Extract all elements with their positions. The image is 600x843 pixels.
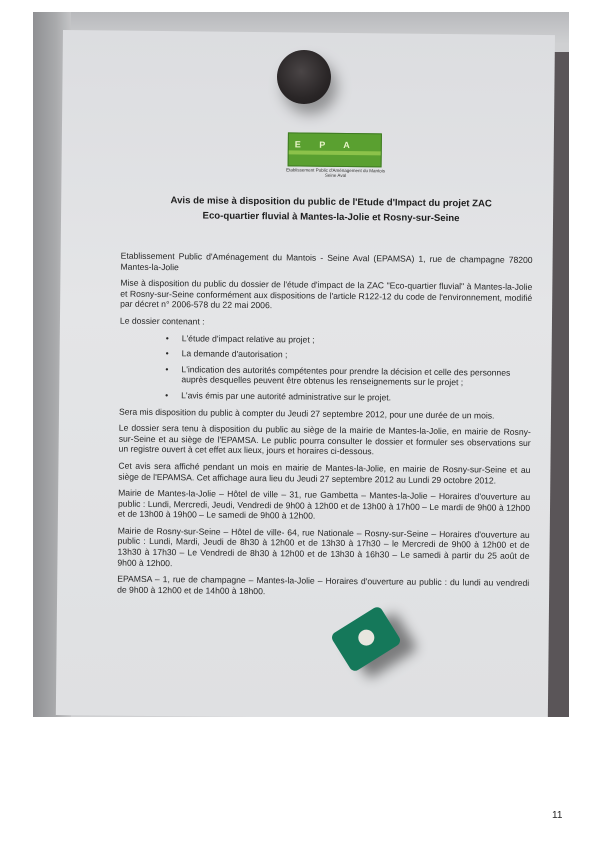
availability-paragraph: Sera mis disposition du public à compter du Jeudi 27 septembre 2012, pour une durée de un mois. [118, 406, 495, 421]
notice-sheet [56, 30, 555, 717]
epamsa-logo [288, 132, 382, 167]
logo-caption: Etablissement Public d'Aménagement du Mantois Seine Aval [286, 167, 386, 178]
logo-letters: E P A [294, 139, 358, 151]
rosny-hours-paragraph: Mairie de Rosny-sur-Seine – Hôtel de ville- 64, rue Nationale – Rosny-sur-Seine – Horaires d'ouverture au public : Lundi, Mardi, Jeudi de 8h30 à 12h00 et de 13h30 à 17h30 – le Mercredi de 9h00 à 12h00 et de 13h30 à 17h30 – Le Vendredi de 8h30 à 12h00 et de 13h30 à 16h30 – Le samedi à partir du 25 août de 9h00 à 12h00. [117, 525, 530, 568]
logo-band [289, 150, 381, 155]
posting-paragraph: Cet avis sera affiché pendant un mois en mairie de Mantes-la-Jolie, en mairie de Rosny-sur-Seine et au siège de l'EPAMSA. Cet affichage aura lieu du Jeudi 27 septembre 2012 au Lundi 29 octobre 2012. [118, 460, 531, 486]
list-item: • L'indication des autorités compétentes pour prendre la décision et celle des personnes auprès desquelles peuvent être obtenus les renseignements sur le projet ; [181, 364, 531, 389]
page-number: 11 [552, 810, 563, 821]
notice-photograph [33, 12, 569, 717]
black-magnet [277, 50, 331, 104]
list-item: • L'étude d'impact relative au projet ; [182, 333, 532, 347]
clip-rivet [355, 627, 377, 649]
purpose-paragraph: Mise à disposition du public du dossier de l'étude d'impact de la ZAC "Eco-quartier fluvial" à Mantes-la-Jolie et Rosny-sur-Seine conformément aux dispositions de l'article R122-12 du code de l'environnement, modifié par décret n° 2006-578 du 22 mai 2006. [120, 277, 533, 311]
consultation-paragraph: Le dossier sera tenu à disposition du public au siège de la mairie de Mantes-la-Jolie, en mairie de Rosny-sur-Seine et au siège de l'EPAMSA. Le public pourra consulter le dossier et formuler ses observations sur un registre ouvert à cet effet aux lieux, jours et horaires ci-dessous. [118, 422, 531, 457]
notice-body [117, 251, 533, 606]
list-item: • La demande d'autorisation ; [182, 348, 532, 362]
mantes-hours-paragraph: Mairie de Mantes-la-Jolie – Hôtel de ville – 31, rue Gambetta – Mantes-la-Jolie – Horaires d'ouverture au public : Lundi, Mercredi, Jeudi, Vendredi de 9h00 à 12h00 et de 13h00 à 17h00 – Le mardi de 9h00 à 12h00 et de 13h00 à 19h00 – Le samedi de 9h00 à 12h00. [117, 487, 531, 521]
list-item: • L'avis émis par une autorité administrative sur le projet. [181, 390, 531, 404]
contents-list [119, 332, 532, 404]
notice-title-line1: Avis de mise à disposition du public de l'Etude d'Impact du projet ZAC [170, 195, 492, 210]
epamsa-hours-paragraph: EPAMSA – 1, rue de champagne – Mantes-la-Jolie – Horaires d'ouverture au public : du lundi au vendredi de 9h00 à 12h00 et de 14h00 à 18h00. [117, 573, 530, 596]
notice-title [151, 193, 511, 227]
contents-intro: Le dossier contenant : [119, 315, 205, 327]
issuer-paragraph: Etablissement Public d'Aménagement du Mantois - Seine Aval (EPAMSA) 1, rue de champagne 78200 Mantes-la-Jolie [120, 250, 533, 272]
notice-title-line2: Eco-quartier fluvial à Mantes-la-Jolie et Rosny-sur-Seine [202, 210, 460, 225]
